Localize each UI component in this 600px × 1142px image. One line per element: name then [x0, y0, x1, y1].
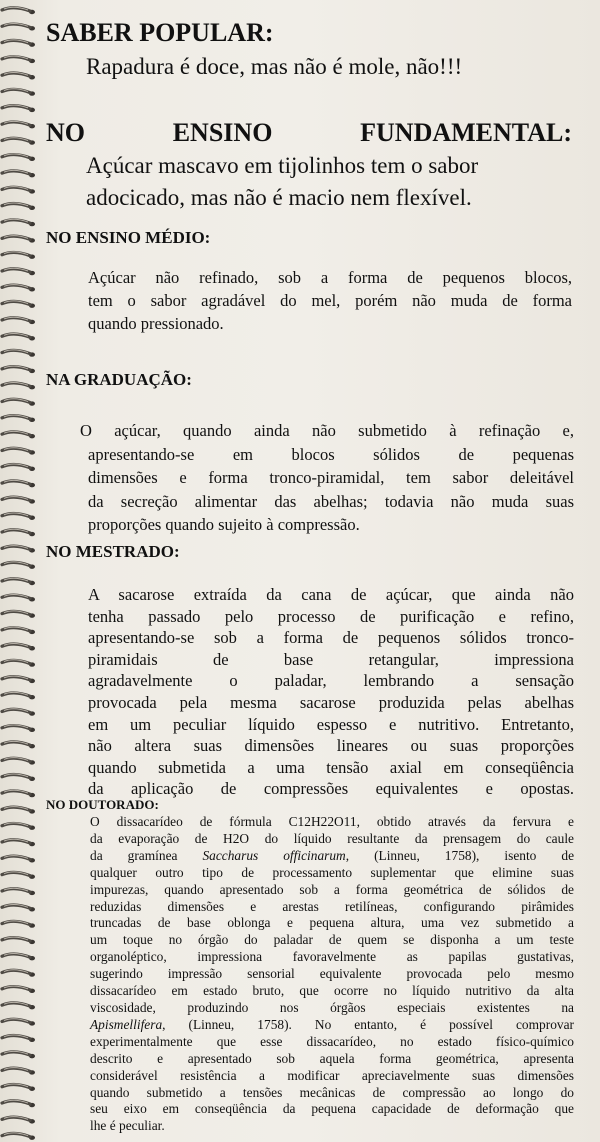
text-line — [90, 966, 574, 983]
text-line — [90, 1068, 574, 1085]
text-segment: um toque no órgão do paladar de quem se disponha a um teste — [90, 932, 574, 948]
heading-word: ENSINO — [172, 118, 273, 147]
text-line: provocada pela mesma sacarose produzida pelas abelhas — [88, 692, 574, 712]
text-ensino-medio — [88, 266, 572, 335]
italic-term: Apismellifera — [90, 1016, 163, 1032]
text-segment: O dissacarídeo de fórmula C12H22O11, obtido através da fervura e — [90, 814, 574, 829]
text-line — [90, 865, 574, 882]
text-segment: impurezas, quando apresentado sob a forma geométrica de sólidos de — [90, 881, 574, 897]
text-segment: seu eixo em conseqüência da pequena capacidade de deformação que — [90, 1101, 574, 1117]
text-segment: experimentalmente que esse dissacarídeo, no estado físico-químico — [90, 1033, 574, 1049]
text-line — [90, 831, 574, 848]
text-line: apresentando-se sob a forma de pequenos sólidos tronco- — [88, 628, 574, 648]
heading-mestrado: NO MESTRADO: — [46, 542, 180, 561]
text-line: quando pressionado. — [88, 314, 224, 333]
text-line: apresentando-se em blocos sólidos de pequenas — [88, 444, 574, 464]
text-segment: qualquer outro tipo de processamento suplementar que elimine suas — [90, 864, 574, 880]
text-segment: organoléptico, impressiona favoravelmente as papilas gustativas, — [90, 949, 574, 965]
text-segment: lhe é peculiar. — [90, 1118, 165, 1134]
heading-word: NO — [46, 118, 85, 147]
text-line — [90, 1051, 574, 1068]
text-line — [90, 1118, 574, 1135]
text-line — [90, 1085, 574, 1102]
text-line: O açúcar, quando ainda não submetido à refinação e, — [80, 421, 574, 440]
text-segment: truncadas de base oblonga e pequena altura, uma vez submetido a — [90, 915, 574, 931]
text-line — [90, 848, 574, 865]
text-line — [90, 915, 574, 932]
heading-graduacao: NA GRADUAÇÃO: — [46, 370, 192, 389]
text-line: adocicado, mas não é macio nem flexível. — [86, 185, 472, 210]
text-doutorado — [90, 814, 574, 1135]
text-ensino-fundamental — [86, 150, 576, 214]
text-line — [90, 814, 574, 831]
text-line: Açúcar mascavo em tijolinhos tem o sabor — [86, 153, 479, 178]
text-mestrado — [88, 584, 574, 800]
text-segment: da gramínea — [90, 847, 203, 863]
text-line — [90, 949, 574, 966]
text-line: não altera suas dimensões lineares ou suas proporções — [88, 736, 574, 756]
text-saber-popular: Rapadura é doce, mas não é mole, não!!! — [86, 54, 463, 79]
text-line: tenha passado pelo processo de purificação e refino, — [88, 606, 574, 626]
text-line: proporções quando sujeito à compressão. — [88, 515, 360, 534]
text-line: em um peculiar líquido espesso e nutritivo. Entretanto, — [88, 714, 574, 734]
text-line: A sacarose extraída da cana de açúcar, que ainda não — [88, 585, 574, 604]
heading-ensino-fundamental — [46, 118, 572, 148]
text-segment: da evaporação de H2O do líquido resultante da prensagem do caule — [90, 830, 574, 846]
text-segment: sugerindo impressão sensorial equivalente provocada pelo mesmo — [90, 966, 574, 982]
text-segment: , (Linneu, 1758). No entanto, é possível comprovar — [162, 1016, 574, 1032]
text-line — [90, 882, 574, 899]
text-segment: viscosidade, produzindo nos órgãos especiais existentes na — [90, 999, 574, 1015]
text-segment: considerável resistência a modificar apreciavelmente suas dimensões — [90, 1067, 574, 1083]
heading-doutorado: NO DOUTORADO: — [46, 797, 159, 812]
text-line: da aplicação de compressões equivalentes e opostas. — [88, 779, 574, 799]
text-segment: dissacarídeo em estado bruto, que ocorre no líquido nutritivo da alta — [90, 983, 574, 999]
text-graduacao — [80, 419, 574, 537]
text-line — [90, 932, 574, 949]
italic-term: Saccharus officinarum — [202, 847, 346, 863]
text-segment: descrito e apresentado sob aquela forma geométrica, apresenta — [90, 1050, 574, 1066]
heading-word: FUNDAMENTAL: — [360, 118, 572, 147]
heading-ensino-medio: NO ENSINO MÉDIO: — [46, 228, 211, 247]
text-line — [90, 1000, 574, 1017]
text-line — [90, 1101, 574, 1118]
text-line: agradavelmente o paladar, lembrando a sensação — [88, 671, 574, 691]
text-line: quando submetida a uma tensão axial em conseqüência — [88, 757, 574, 777]
text-line: tem o sabor agradável do mel, porém não muda de forma — [88, 291, 572, 310]
text-segment: quando submetido a tensões mecânicas de compressão ao longo do — [90, 1084, 574, 1100]
text-line — [90, 1017, 574, 1034]
text-line: piramidais de base retangular, impressiona — [88, 649, 574, 669]
text-line: da secreção alimentar das abelhas; todavia não muda suas — [88, 491, 574, 511]
text-line — [90, 983, 574, 1000]
text-segment: , (Linneu, 1758), isento de — [345, 847, 575, 863]
text-segment: reduzidas dimensões e arestas retilíneas, configurando pirâmides — [90, 898, 574, 914]
heading-saber-popular: SABER POPULAR: — [46, 18, 274, 47]
text-line — [90, 899, 574, 916]
text-line — [90, 1034, 574, 1051]
text-line: Açúcar não refinado, sob a forma de pequenos blocos, — [88, 268, 572, 287]
text-line: dimensões e forma tronco-piramidal, tem sabor deleitável — [88, 468, 574, 487]
